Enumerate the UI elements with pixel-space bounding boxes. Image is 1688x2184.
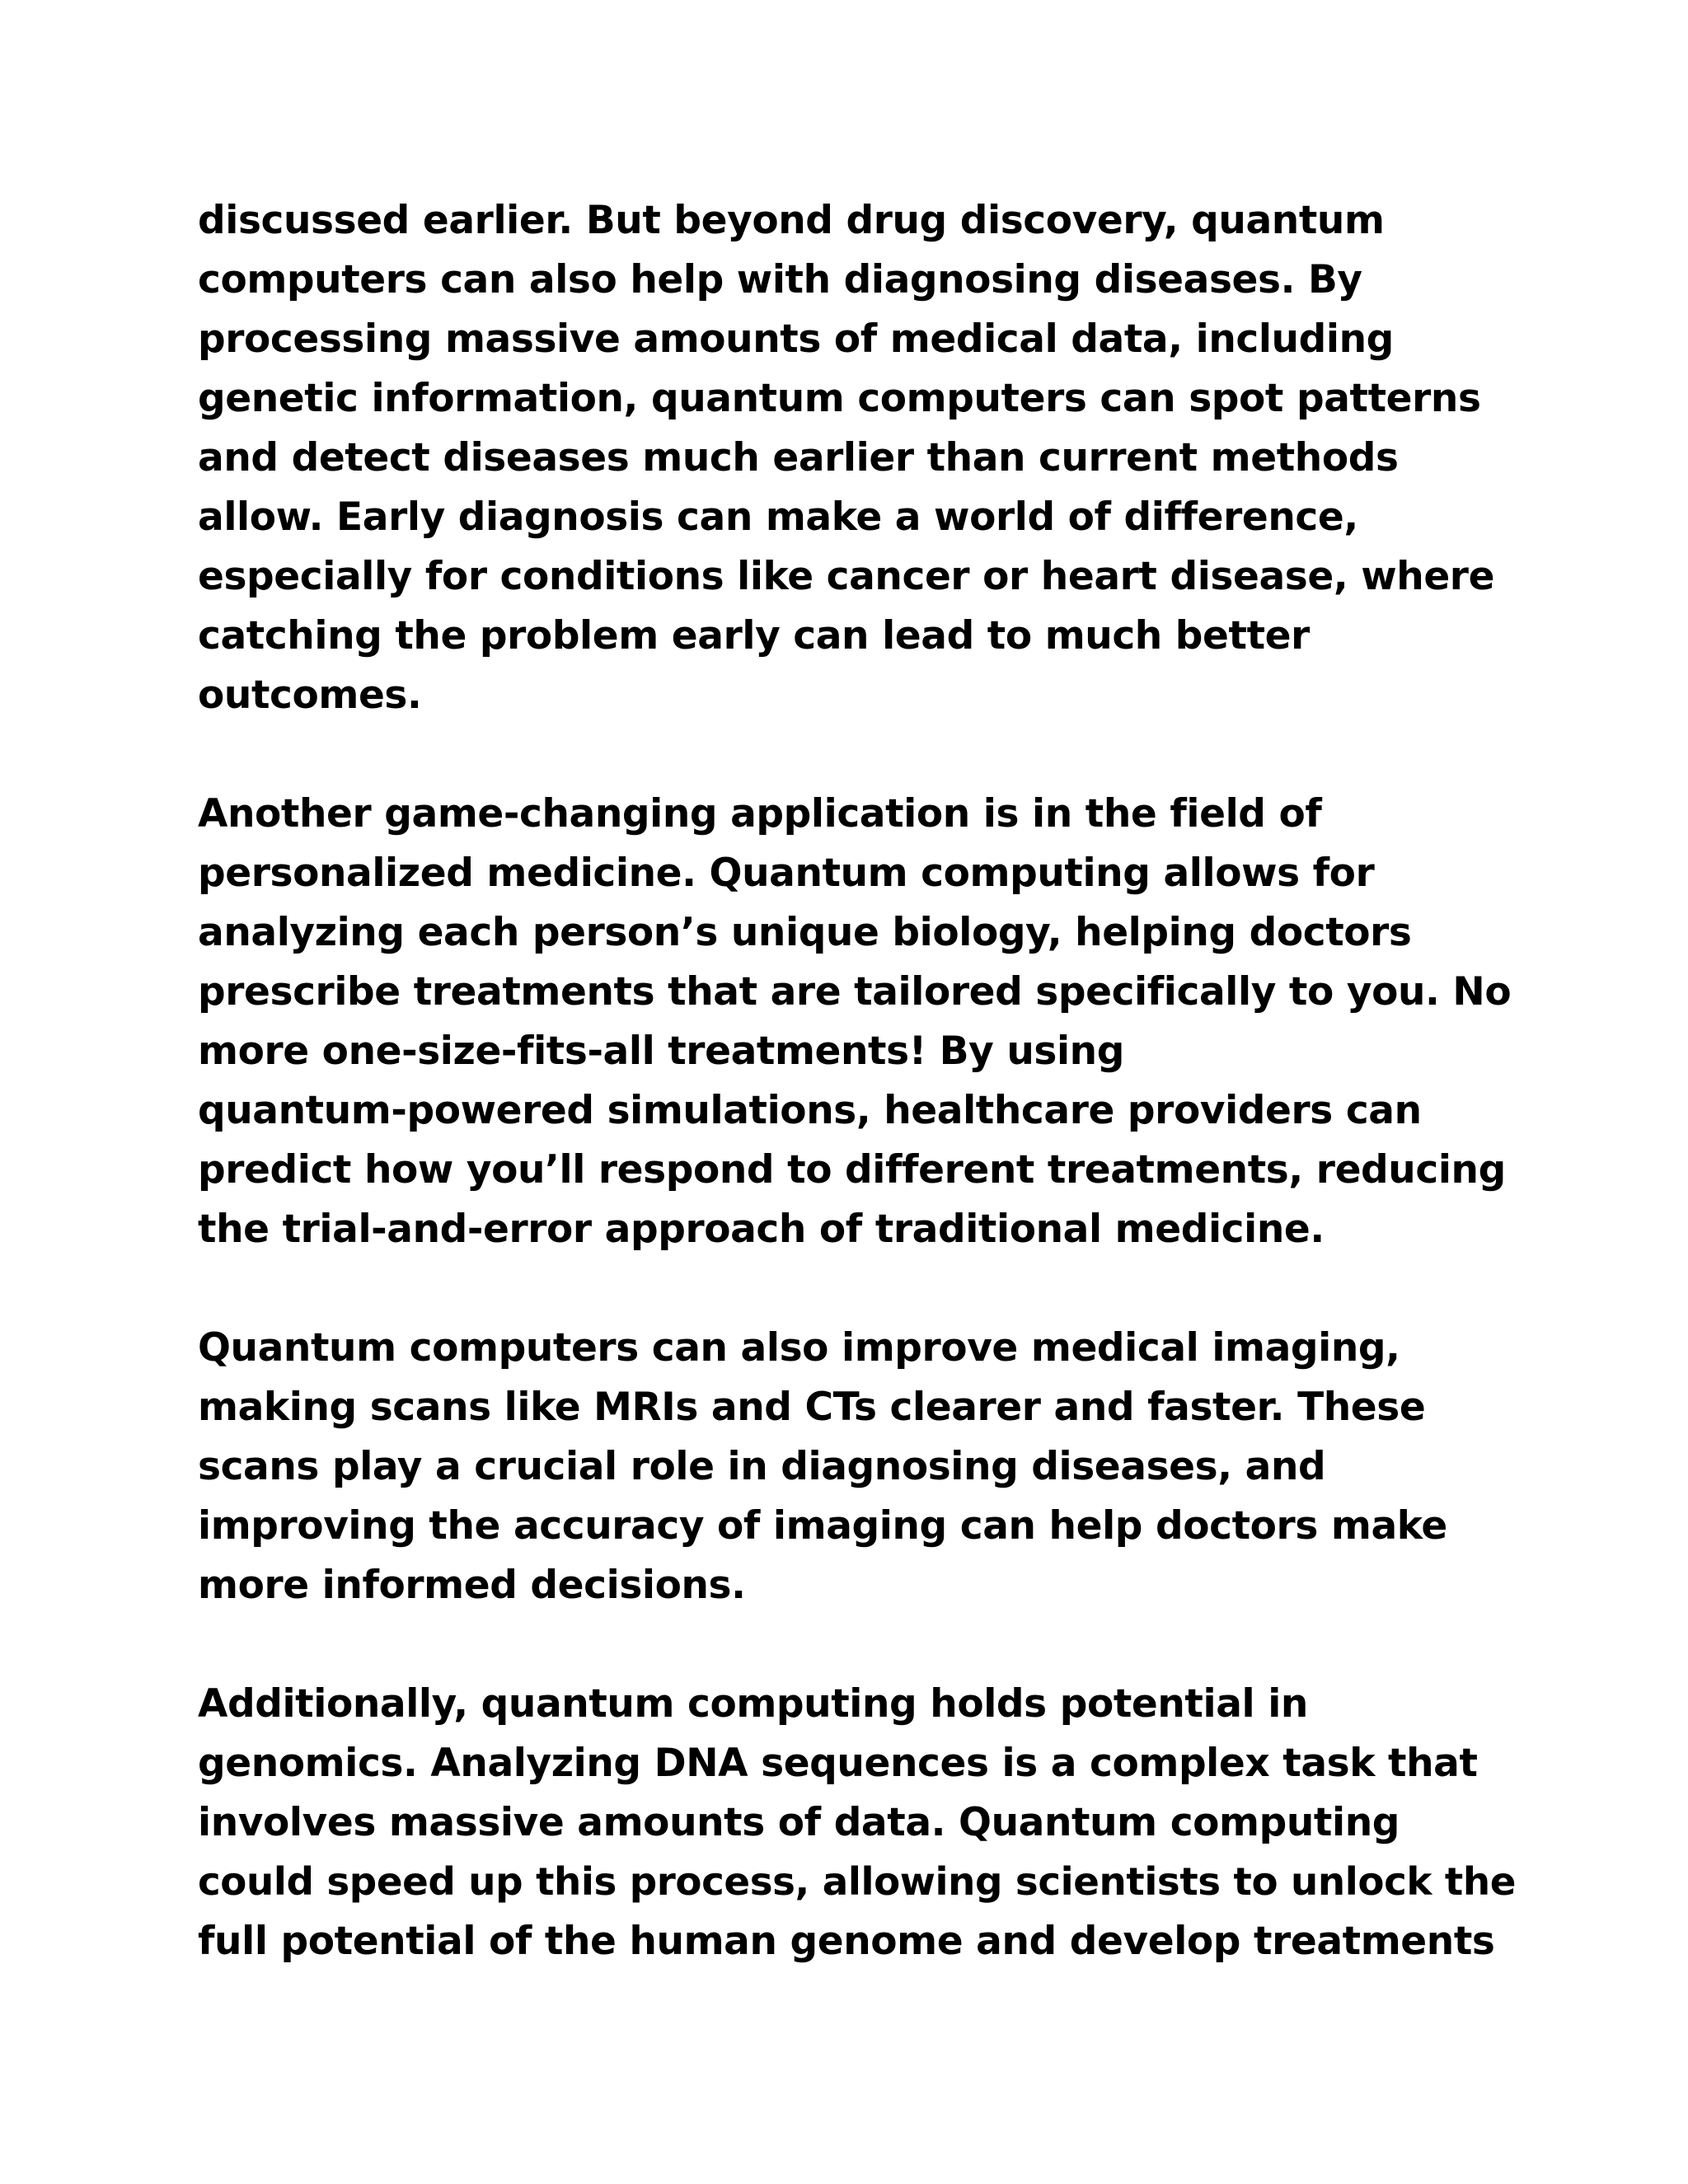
text-line: analyzing each person’s unique biology, helping doctors xyxy=(198,910,1412,955)
text-line: personalized medicine. Quantum computing allows for xyxy=(198,851,1375,896)
text-line: predict how you’ll respond to different treatments, reducing xyxy=(198,1147,1506,1193)
text-line: Another game-changing application is in the field of xyxy=(198,791,1322,837)
text-line: the trial-and-error approach of traditional medicine. xyxy=(198,1207,1325,1252)
text-line: scans play a crucial role in diagnosing diseases, and xyxy=(198,1444,1326,1489)
text-line: Additionally, quantum computing holds potential in xyxy=(198,1681,1308,1727)
text-line: more one-size-fits-all treatments! By using xyxy=(198,1029,1124,1074)
text-line: prescribe treatments that are tailored specifically to you. No xyxy=(198,969,1512,1015)
text-line: Quantum computers can also improve medical imaging, xyxy=(198,1325,1400,1371)
paragraph-4 xyxy=(198,1675,1517,1971)
text-line: allow. Early diagnosis can make a world of difference, xyxy=(198,494,1358,540)
text-line: and detect diseases much earlier than current methods xyxy=(198,435,1399,480)
paragraph-2 xyxy=(198,785,1517,1259)
text-line: genetic information, quantum computers can spot patterns xyxy=(198,376,1481,421)
text-line: computers can also help with diagnosing diseases. By xyxy=(198,257,1362,302)
text-line: genomics. Analyzing DNA sequences is a complex task that xyxy=(198,1741,1478,1786)
text-line: catching the problem early can lead to much better xyxy=(198,613,1310,658)
text-line: outcomes. xyxy=(198,673,422,718)
paragraph-1 xyxy=(198,191,1517,725)
text-line: improving the accuracy of imaging can help doctors make xyxy=(198,1503,1447,1549)
body-text xyxy=(198,191,1517,1971)
text-line: making scans like MRIs and CTs clearer and faster. These xyxy=(198,1385,1426,1430)
text-line: more informed decisions. xyxy=(198,1563,746,1608)
text-line: especially for conditions like cancer or heart disease, where xyxy=(198,554,1495,599)
text-line: involves massive amounts of data. Quantum computing xyxy=(198,1800,1400,1845)
text-line: full potential of the human genome and develop treatments xyxy=(198,1919,1495,1964)
text-line: could speed up this process, allowing scientists to unlock the xyxy=(198,1860,1516,1905)
text-line: processing massive amounts of medical data, including xyxy=(198,316,1394,362)
text-line: quantum-powered simulations, healthcare providers can xyxy=(198,1088,1422,1133)
paragraph-3 xyxy=(198,1319,1517,1615)
text-line: discussed earlier. But beyond drug discovery, quantum xyxy=(198,198,1385,243)
